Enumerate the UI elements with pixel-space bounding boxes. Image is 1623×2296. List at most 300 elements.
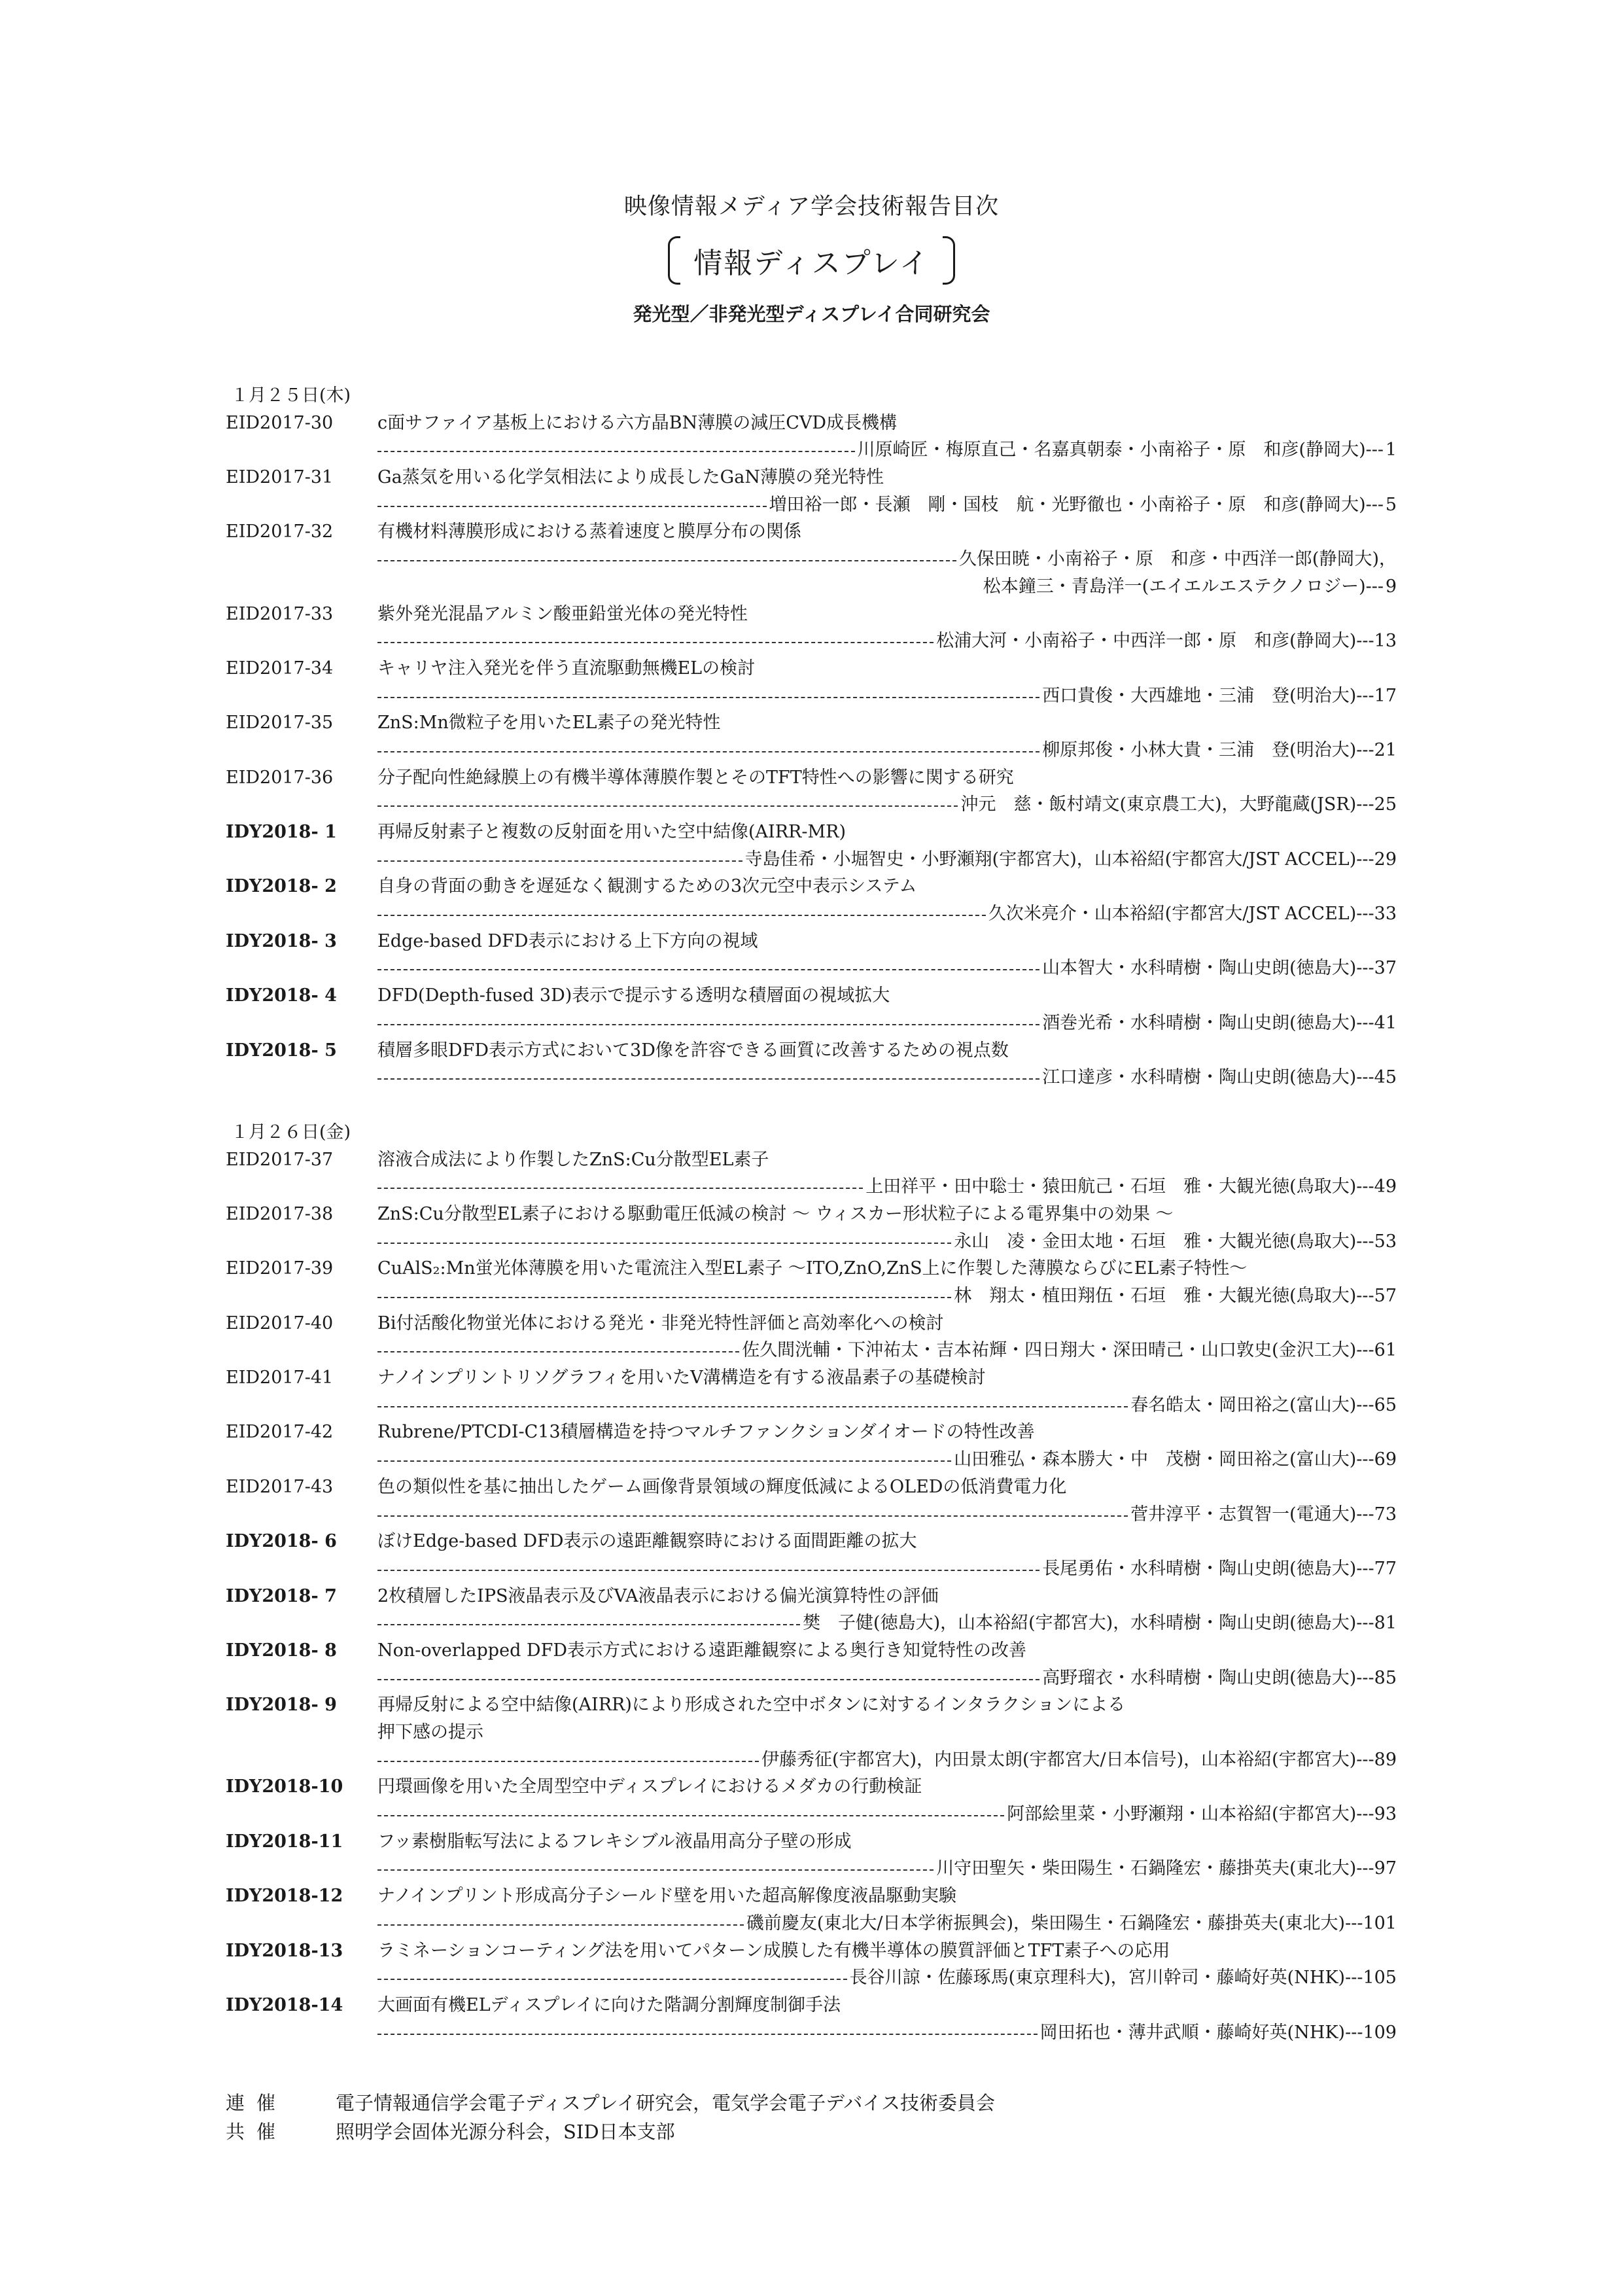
report-title: ラミネーションコーティング法を用いてパターン成膜した有機半導体の膜質評価とTFT素子への応用 [377,1940,1170,1961]
page-leader: --- [1356,1340,1374,1361]
table-of-contents [226,382,1397,2046]
report-code: EID2017-33 [226,603,334,624]
author-line [226,1801,1397,1828]
footer-text: 電子情報通信学会電子ディスプレイ研究会，電気学会電子デバイス技術委員会 [336,2092,996,2114]
title-line [226,873,1397,900]
page-leader: --- [1356,739,1374,760]
page-number: 57 [1374,1286,1397,1306]
author-list: 久次米亮介・山本裕紹(宇都宮大/JST ACCEL) [988,904,1357,925]
author-line [226,1337,1397,1364]
page-number: 89 [1374,1749,1397,1770]
leader-dashes [377,1010,1039,1037]
report-title: 積層多眼DFD表示方式において3D像を許容できる画質に改善するための視点数 [377,1040,1009,1061]
author-line [226,1446,1397,1474]
indent-spacer [226,682,377,710]
bracket-title [0,228,1623,293]
toc-entry [226,1037,1397,1091]
author-line [226,1910,1397,1937]
toc-entry [226,819,1397,873]
page-number: 49 [1374,1176,1397,1197]
leader-dashes [377,1501,1128,1528]
page-number: 1 [1385,440,1397,461]
toc-entry [226,601,1397,655]
author-list: 松浦大河・小南裕子・中西洋一郎・原 和彦(静岡大) [936,631,1357,652]
report-code: EID2017-41 [226,1368,334,1388]
toc-entry [226,709,1397,764]
title-line [226,1474,1397,1501]
page-number: 37 [1374,958,1397,979]
page-leader: --- [1345,2022,1363,2043]
page-number: 9 [1385,576,1397,597]
report-code: IDY2018-12 [226,1886,343,1907]
author-line [226,1064,1397,1091]
page-leader: --- [1356,958,1374,979]
report-title: 2枚積層したIPS液晶表示及びVA液晶表示における偏光演算特性の評価 [377,1585,939,1606]
toc-entry [226,1773,1397,1828]
indent-spacer [226,436,377,464]
indent-spacer [226,1501,377,1528]
toc-entry [226,1310,1397,1364]
report-title: Ga蒸気を用いる化学気相法により成長したGaN薄膜の発光特性 [377,467,884,488]
report-code: IDY2018- 5 [226,1040,337,1061]
toc-entry [226,1828,1397,1882]
leader-dashes [377,491,767,519]
title-line [226,1992,1397,2019]
day-heading: １月２５日(木) [231,385,351,406]
author-line [226,491,1397,519]
title-line [226,1691,1397,1719]
report-title: フッ素樹脂転写法によるフレキシブル液晶用高分子壁の形成 [377,1831,852,1852]
author-list: 樊 子健(徳島大)，山本裕紹(宇都宮大)，水科晴樹・陶山史朗(徳島大) [803,1613,1357,1634]
report-title: ぼけEdge-based DFD表示の遠距離観察時における面間距離の拡大 [377,1531,917,1552]
title-line [226,464,1397,491]
author-list: 佐久間洸輔・下沖祐太・吉本祐輝・四日翔大・深田晴己・山口敦史(金沢工大) [742,1340,1357,1361]
page-number: 25 [1374,794,1397,815]
page-leader: --- [1356,794,1374,815]
leader-dashes [377,791,958,819]
report-code: EID2017-32 [226,521,334,542]
indent-spacer [226,1173,377,1201]
author-list: 山田雅弘・森本勝大・中 茂樹・岡田裕之(富山大) [954,1449,1357,1470]
title-line [226,819,1397,846]
author-list: 沖元 慈・飯村靖文(東京農工大)，大野龍蔵(JSR) [960,794,1357,815]
day-gap [226,1091,1397,1119]
indent-spacer [226,1392,377,1419]
indent-spacer [226,1337,377,1364]
author-list: 長谷川諒・佐藤琢馬(東京理科大)，宮川幹司・藤崎好英(NHK) [849,1968,1346,1988]
report-code: IDY2018-10 [226,1776,343,1797]
author-line [226,955,1397,982]
author-list: 川原崎匠・梅原直己・名嘉真朝泰・小南裕子・原 和彦(静岡大) [857,440,1366,461]
author-list: 松本鐘三・青島洋一(エイエルエステクノロジー) [983,576,1366,597]
report-code: IDY2018- 8 [226,1640,337,1661]
leader-dashes [377,1746,759,1774]
author-line [226,627,1397,655]
report-code: EID2017-42 [226,1422,334,1443]
leader-dashes [377,1337,739,1364]
leader-dashes [377,1064,1039,1091]
page-leader: --- [1365,440,1384,461]
indent-spacer [226,1555,377,1583]
leader-dashes [377,1173,863,1201]
leader-dashes [377,2019,1038,2047]
report-title: 分子配向性絶縁膜上の有機半導体薄膜作製とそのTFT特性への影響に関する研究 [377,767,1014,788]
leader-dashes [377,846,742,874]
indent-spacer [226,1964,377,1992]
right-bracket-icon [943,236,955,285]
toc-entry [226,1255,1397,1309]
report-code: IDY2018- 1 [226,822,337,842]
leader-dashes [377,900,986,928]
author-list: 上田祥平・田中聡士・猿田航己・石垣 雅・大観光徳(鳥取大) [865,1176,1357,1197]
leader-dashes [377,1282,951,1310]
report-title: Edge-based DFD表示における上下方向の視域 [377,930,758,951]
page-leader: --- [1356,1231,1374,1252]
title-line [226,709,1397,737]
page-leader: --- [1365,494,1384,515]
page-number: 5 [1385,494,1397,515]
toc-entry [226,518,1397,600]
toc-entry [226,1882,1397,1937]
indent-spacer [226,1446,377,1474]
report-title: 溶液合成法により作製したZnS:Cu分散型EL素子 [377,1149,769,1170]
report-title: 再帰反射素子と複数の反射面を用いた空中結像(AIRR-MR) [377,822,846,842]
title-line [226,1310,1397,1337]
author-list: 川守田聖矢・柴田陽生・石鍋隆宏・藤掛英夫(東北大) [936,1858,1357,1879]
title-line [226,1528,1397,1555]
toc-entry [226,1419,1397,1473]
page-leader: --- [1356,1558,1374,1579]
title-line [226,1146,1397,1174]
toc-entry [226,873,1397,927]
title-line [226,1364,1397,1392]
toc-entry [226,655,1397,709]
author-list: 伊藤秀征(宇都宮大)，内田景太朗(宇都宮大/日本信号)，山本裕紹(宇都宮大) [761,1749,1357,1770]
page-leader: --- [1345,1968,1363,1988]
leader-dashes [377,436,855,464]
page-leader: --- [1356,1858,1374,1879]
leader-dashes [377,682,1039,710]
author-list: 増田裕一郎・長瀬 剛・国枝 航・光野徹也・小南裕子・原 和彦(静岡大) [769,494,1366,515]
leader-dashes [377,737,1039,764]
report-title: ZnS:Mn微粒子を用いたEL素子の発光特性 [377,713,721,733]
toc-entry [226,764,1397,819]
author-line [226,1282,1397,1310]
page-leader: --- [1356,631,1374,652]
indent-spacer [226,1665,377,1692]
report-code: IDY2018- 6 [226,1531,337,1552]
title-line [226,518,1397,546]
page-leader: --- [1356,1449,1374,1470]
report-code: EID2017-30 [226,412,334,433]
title-line [226,764,1397,792]
page-number: 77 [1374,1558,1397,1579]
indent-spacer [226,2019,377,2047]
page-number: 85 [1374,1667,1397,1688]
author-line [226,846,1397,874]
author-line [226,573,1397,601]
toc-entry [226,464,1397,518]
report-code: EID2017-37 [226,1149,334,1170]
report-title: CuAlS₂:Mn蛍光体薄膜を用いた電流注入型EL素子 ～ITO,ZnO,ZnS上に作製した薄膜ならびにEL素子特性～ [377,1258,1248,1279]
page-leader: --- [1356,1804,1374,1825]
page-number: 73 [1374,1504,1397,1525]
footer [226,2089,995,2146]
toc-entry [226,1937,1397,1992]
report-code: IDY2018- 2 [226,876,337,897]
page-leader: --- [1356,849,1374,870]
leader-dashes [377,1228,951,1256]
report-code: EID2017-39 [226,1258,334,1279]
indent-spacer [226,1610,377,1637]
page-number: 105 [1363,1968,1397,1988]
indent-spacer [226,791,377,819]
indent-spacer [226,737,377,764]
report-title: ナノインプリントリソグラフィを用いたV溝構造を有する液晶素子の基礎検討 [377,1368,986,1388]
author-line [226,791,1397,819]
page-leader: --- [1365,576,1384,597]
page-leader: --- [1356,1667,1374,1688]
author-line [226,900,1397,928]
title-line [226,410,1397,437]
author-list: 酒巻光希・水科晴樹・陶山史朗(徳島大) [1042,1012,1357,1033]
indent-spacer [226,955,377,982]
leader-dashes [377,1665,1039,1692]
author-list: 柳原邦俊・小林大貴・三浦 登(明治大) [1042,739,1357,760]
footer-row [226,2117,995,2146]
indent-spacer [226,1064,377,1091]
footer-label: 連催 [226,2092,288,2114]
footer-text: 照明学会固体光源分科会，SID日本支部 [336,2121,675,2143]
author-list: 寺島佳希・小堀智史・小野瀬翔(宇都宮大)，山本裕紹(宇都宮大/JST ACCEL) [744,849,1357,870]
left-bracket-icon [668,236,680,285]
title-line [226,1255,1397,1282]
author-list: 江口達彦・水科晴樹・陶山史朗(徳島大) [1042,1067,1357,1088]
day-heading: １月２６日(金) [231,1122,351,1142]
title-line [226,1828,1397,1856]
report-code: IDY2018-14 [226,1994,343,2015]
author-line [226,546,1397,573]
page-number: 101 [1363,1913,1397,1934]
report-title: ZnS:Cu分散型EL素子における駆動電圧低減の検討 ～ ウィスカー形状粒子による電界集中の効果 ～ [377,1203,1174,1224]
page-leader: --- [1356,1286,1374,1306]
title-line [226,928,1397,955]
report-title: 再帰反射による空中結像(AIRR)により形成された空中ボタンに対するインタラクションによる [377,1695,1126,1716]
leader-dashes [377,1446,951,1474]
leader-dashes [377,1392,1128,1419]
author-list: 高野瑠衣・水科晴樹・陶山史朗(徳島大) [1042,1667,1357,1688]
indent-spacer [226,1855,377,1882]
leader-dashes [377,955,1039,982]
report-code: IDY2018- 9 [226,1695,337,1716]
report-title: Rubrene/PTCDI-C13積層構造を持つマルチファンクションダイオードの特性改善 [377,1422,1035,1443]
report-title: 大画面有機ELディスプレイに向けた階調分割輝度制御手法 [377,1994,841,2015]
page-number: 97 [1374,1858,1397,1879]
author-list: 阿部絵里菜・小野瀬翔・山本裕紹(宇都宮大) [1007,1804,1357,1825]
report-code: IDY2018- 3 [226,930,337,951]
leader-dashes [377,627,934,655]
indent-spacer [226,1010,377,1037]
author-line [226,1010,1397,1037]
author-line [226,436,1397,464]
author-list: 西口貴俊・大西雄地・三浦 登(明治大) [1042,685,1357,706]
toc-entry [226,1474,1397,1528]
author-list: 林 翔太・植田翔伍・石垣 雅・大観光徳(鳥取大) [954,1286,1357,1306]
indent-spacer [226,491,377,519]
page-leader: --- [1356,1749,1374,1770]
indent-spacer [226,1228,377,1256]
page-number: 29 [1374,849,1397,870]
indent-spacer [226,1746,377,1774]
page-number: 109 [1363,2022,1397,2043]
title-line [226,982,1397,1010]
toc-entry [226,1691,1397,1773]
author-list: 菅井淳平・志賀智一(電通大) [1130,1504,1357,1525]
page-leader: --- [1356,1613,1374,1634]
toc-entry [226,1146,1397,1201]
author-line [226,1173,1397,1201]
author-line [226,2019,1397,2047]
page-leader: --- [1356,1067,1374,1088]
page-leader: --- [1356,1504,1374,1525]
leader-dashes [377,1910,744,1937]
page-number: 33 [1374,904,1397,925]
title-line [226,1583,1397,1610]
report-code: EID2017-34 [226,658,334,679]
page-leader: --- [1356,685,1374,706]
page-number: 65 [1374,1394,1397,1415]
report-title: DFD(Depth-fused 3D)表示で提示する透明な積層面の視域拡大 [377,985,890,1006]
page-leader: --- [1356,904,1374,925]
author-line [226,737,1397,764]
report-title: Non-overlapped DFD表示方式における遠距離観察による奥行き知覚特性の改善 [377,1640,1026,1661]
page-leader: --- [1356,1394,1374,1415]
report-code: IDY2018- 7 [226,1585,337,1606]
report-code: EID2017-38 [226,1203,334,1224]
page-leader: --- [1356,1176,1374,1197]
title-line [226,1937,1397,1965]
indent-spacer [226,546,377,573]
indent-spacer [226,1801,377,1828]
page-leader: --- [1345,1913,1363,1934]
author-list: 岡田拓也・薄井武順・藤崎好英(NHK) [1039,2022,1346,2043]
report-code: EID2017-36 [226,767,334,788]
report-code: IDY2018-13 [226,1940,343,1961]
title-line [226,1037,1397,1065]
author-line [226,682,1397,710]
toc-entry [226,982,1397,1036]
author-line [226,1855,1397,1882]
report-title: c面サファイア基板上における六方晶BN薄膜の減圧CVD成長機構 [377,412,898,433]
page-number: 93 [1374,1804,1397,1825]
page-number: 69 [1374,1449,1397,1470]
report-title: キャリヤ注入発光を伴う直流駆動無機ELの検討 [377,658,756,679]
report-code: IDY2018- 4 [226,985,337,1006]
toc-entry [226,410,1397,464]
footer-row [226,2089,995,2117]
author-line [226,1392,1397,1419]
report-title: 色の類似性を基に抽出したゲーム画像背景領域の輝度低減によるOLEDの低消費電力化 [377,1476,1067,1497]
page-number: 17 [1374,685,1397,706]
leader-dashes [377,1964,847,1992]
page-number: 21 [1374,739,1397,760]
report-title: 自身の背面の動きを遅延なく観測するための3次元空中表示システム [377,876,917,897]
report-code: EID2017-43 [226,1476,334,1497]
author-line [226,1228,1397,1256]
author-line [226,1555,1397,1583]
toc-entry [226,1364,1397,1419]
author-list: 磯前慶友(東北大/日本学術振興会)，柴田陽生・石鍋隆宏・藤掛英夫(東北大) [746,1913,1346,1934]
toc-entry [226,1637,1397,1691]
leader-dashes [377,1610,800,1637]
report-code: IDY2018-11 [226,1831,343,1852]
indent-spacer [377,573,983,601]
author-list: 長尾勇佑・水科晴樹・陶山史朗(徳島大) [1042,1558,1357,1579]
page-number: 81 [1374,1613,1397,1634]
report-title: 円環画像を用いた全周型空中ディスプレイにおけるメダカの行動検証 [377,1776,922,1797]
author-list: 久保田暁・小南裕子・原 和彦・中西洋一郎(静岡大)， [958,549,1397,570]
indent-spacer [226,900,377,928]
report-title-continued: 押下感の提示 [377,1722,483,1742]
author-list: 春名皓太・岡田裕之(富山大) [1130,1394,1357,1415]
title-line [226,1773,1397,1801]
author-line [226,1746,1397,1774]
report-title: ナノインプリント形成高分子シールド壁を用いた超高解像度液晶駆動実験 [377,1886,957,1907]
page-leader: --- [1356,1012,1374,1033]
page-number: 13 [1374,631,1397,652]
report-code: EID2017-35 [226,713,334,733]
report-title: 有機材料薄膜形成における蒸着速度と膜厚分布の関係 [377,521,801,542]
author-line [226,1501,1397,1528]
meeting-subtitle: 発光型／非発光型ディスプレイ合同研究会 [633,303,990,325]
author-line [226,1610,1397,1637]
leader-dashes [377,546,956,573]
author-line [226,1964,1397,1992]
leader-dashes [377,1801,1004,1828]
author-list: 永山 凌・金田太地・石垣 雅・大観光徳(鳥取大) [954,1231,1357,1252]
report-code: EID2017-31 [226,467,334,488]
toc-entry [226,1528,1397,1582]
page-number: 61 [1374,1340,1397,1361]
toc-entry [226,1583,1397,1637]
main-title: 映像情報メディア学会技術報告目次 [623,194,1000,220]
title-line [226,655,1397,682]
report-code: EID2017-40 [226,1313,334,1333]
indent-spacer [226,627,377,655]
page-number: 53 [1374,1231,1397,1252]
page-number: 45 [1374,1067,1397,1088]
page-number: 41 [1374,1012,1397,1033]
footer-label: 共催 [226,2121,288,2143]
report-title: Bi付活酸化物蛍光体における発光・非発光特性評価と高効率化への検討 [377,1313,944,1333]
report-title: 紫外発光混晶アルミン酸亜鉛蛍光体の発光特性 [377,603,748,624]
title-line [226,1637,1397,1665]
title-line [226,1882,1397,1910]
title-line [226,601,1397,628]
indent-spacer [226,573,377,601]
leader-dashes [377,1555,1039,1583]
toc-entry [226,1992,1397,2046]
toc-entry [226,1201,1397,1255]
leader-dashes [377,1855,934,1882]
author-line [226,1665,1397,1692]
indent-spacer [226,1910,377,1937]
title-line [226,1201,1397,1228]
section-title: 情報ディスプレイ [693,247,930,280]
title-line [226,1419,1397,1446]
indent-spacer [226,846,377,874]
toc-entry [226,928,1397,982]
